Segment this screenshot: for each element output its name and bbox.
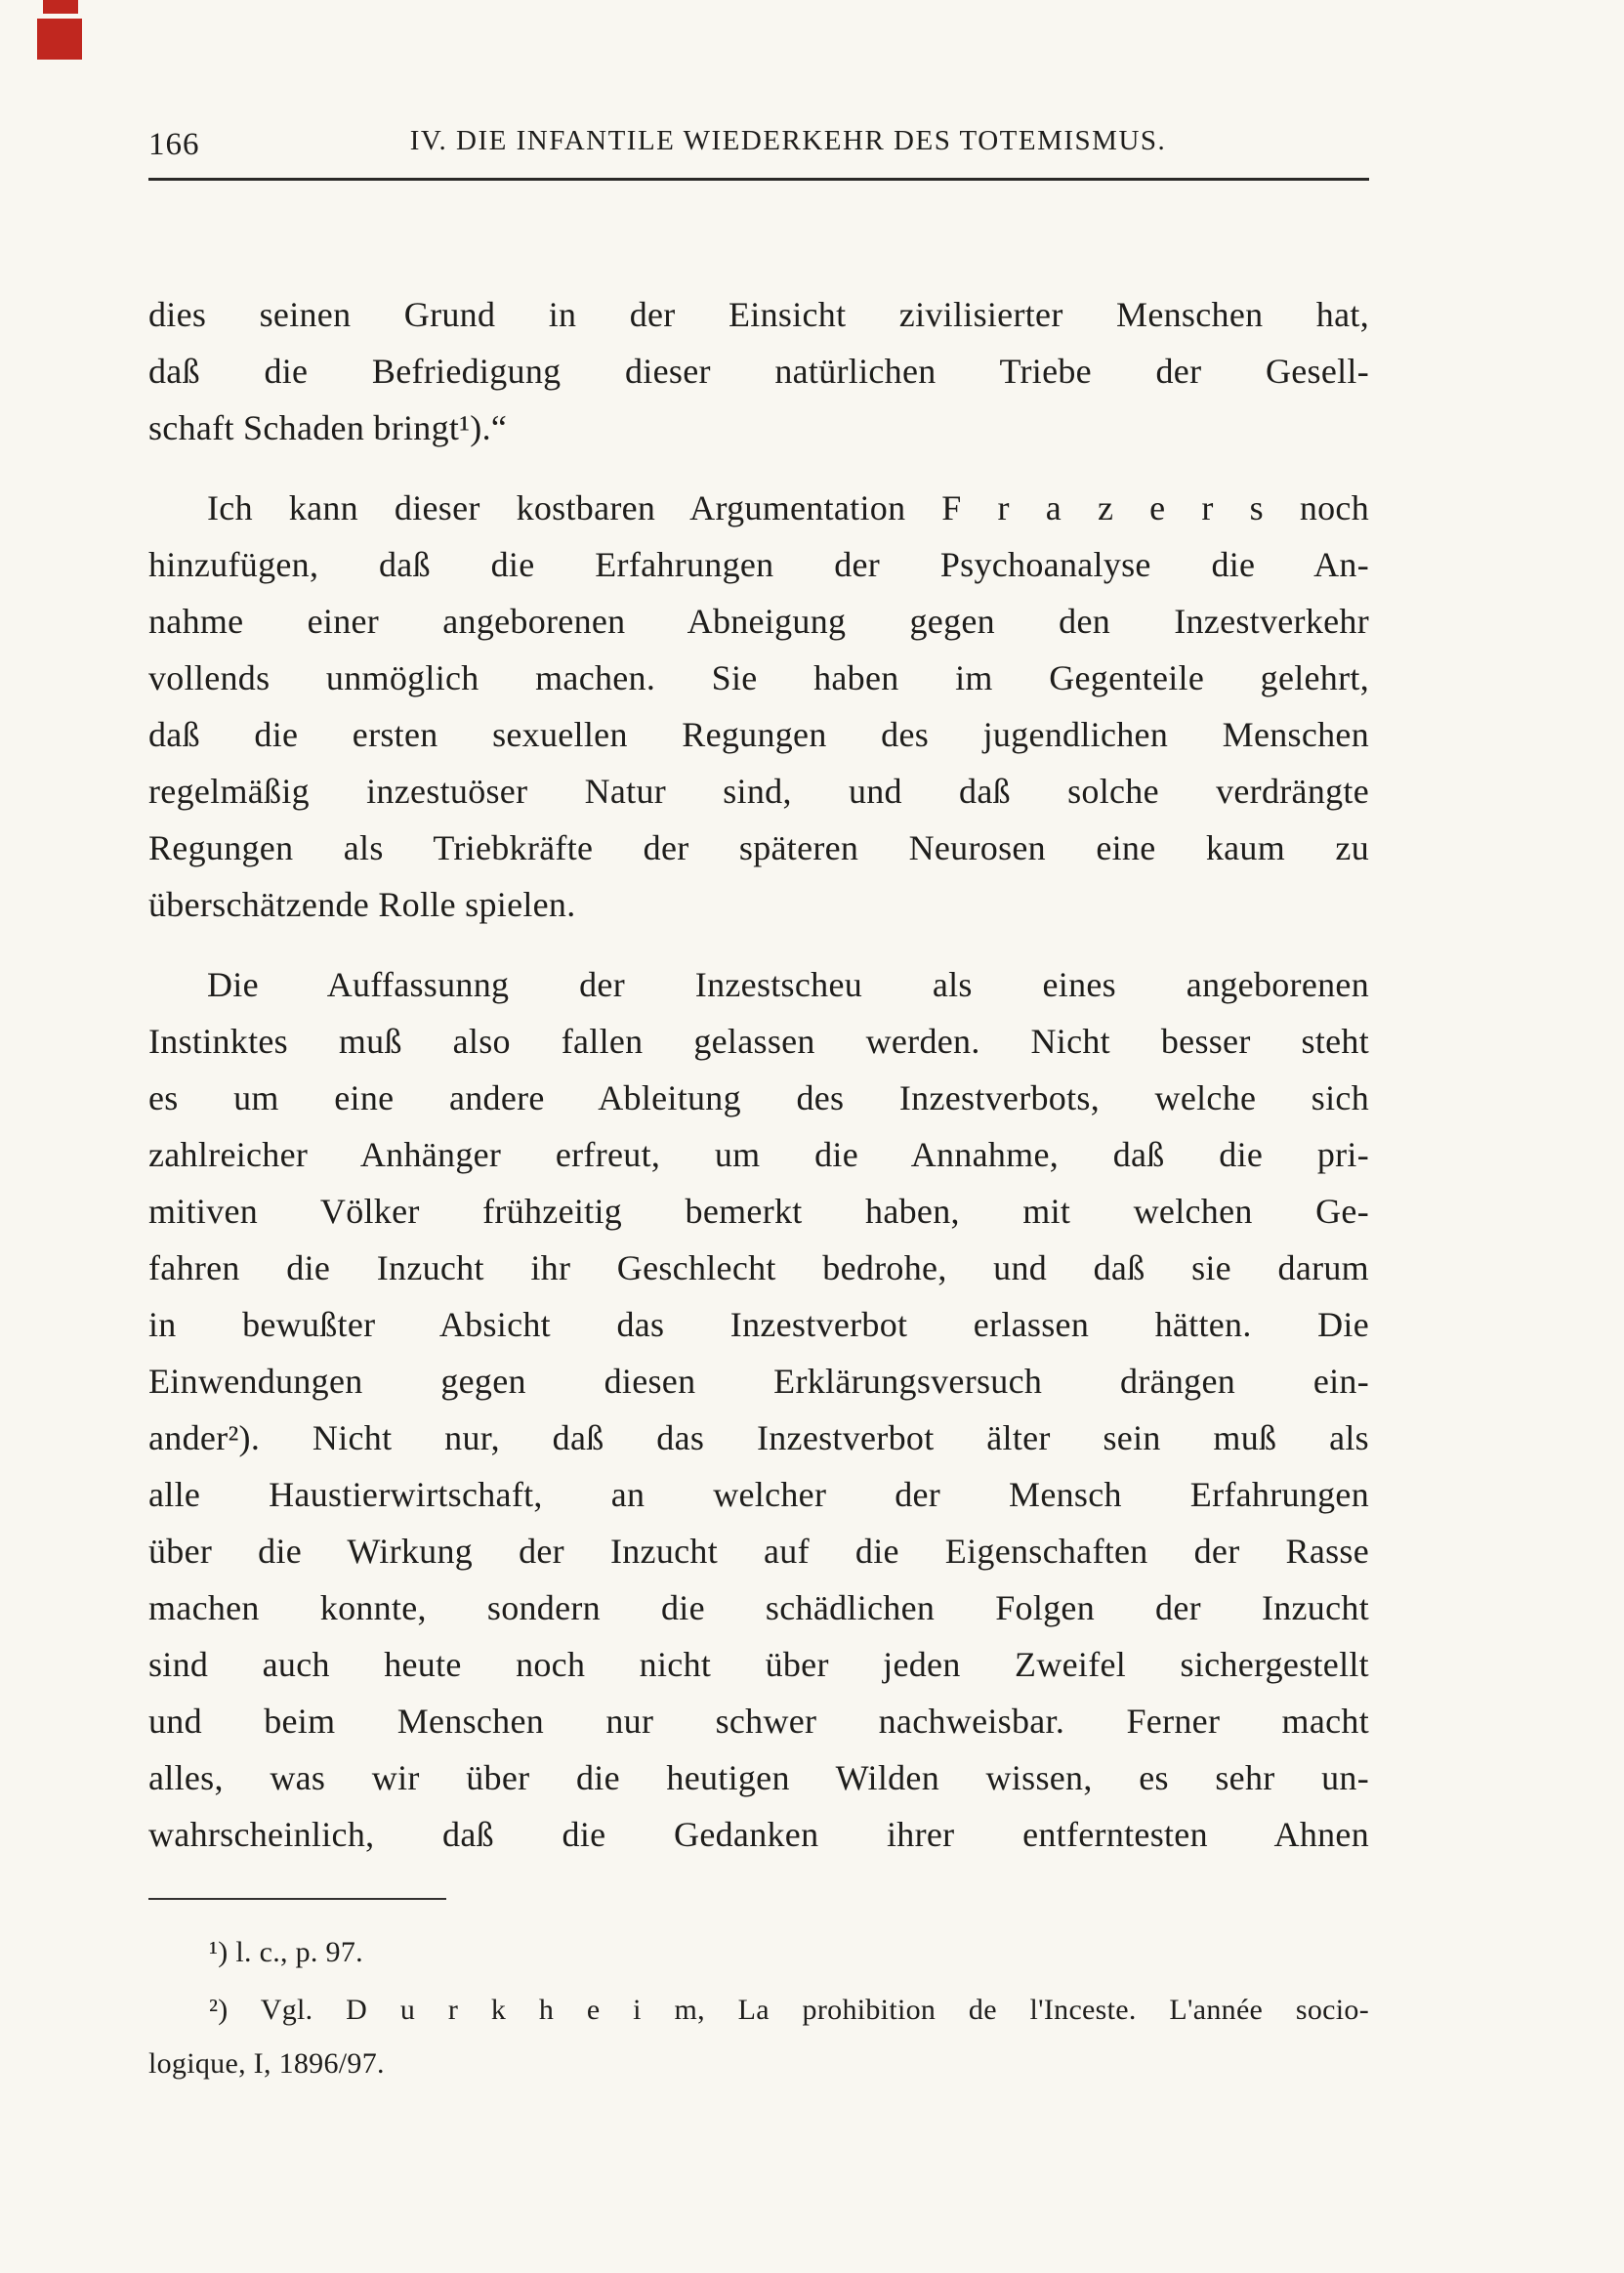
red-bookmark-mark-top [43,0,78,14]
text-line: mitiven Völker frühzeitig bemerkt haben, mit welchen Ge- [148,1192,1369,1231]
footnote-separator-rule [148,1898,446,1900]
text-line: vollends unmöglich machen. Sie haben im Gegenteile gelehrt, [148,658,1369,697]
paragraph [148,956,1369,1863]
text-line: wahrscheinlich, daß die Gedanken ihrer entferntesten Ahnen [148,1815,1369,1854]
paragraph [148,1983,1369,2090]
red-bookmark-mark-bottom [37,19,82,60]
text-line: hinzufügen, daß die Erfahrungen der Psychoanalyse die An- [148,545,1369,584]
body-text [148,286,1369,1863]
text-line: schaft Schaden bringt¹).“ [148,408,508,447]
footnote-line: ¹) l. c., p. 97. [209,1936,363,1968]
text-line: sind auch heute noch nicht über jeden Zweifel sichergestellt [148,1645,1369,1684]
text-line: in bewußter Absicht das Inzestverbot erlassen hätten. Die [148,1305,1369,1344]
text-line: Ich kann dieser kostbaren Argumentation F r a z e r s noch [207,488,1369,527]
text-line: alles, was wir über die heutigen Wilden wissen, es sehr un- [148,1758,1369,1797]
text-line: ander²). Nicht nur, daß das Inzestverbot älter sein muß als [148,1418,1369,1457]
text-line: fahren die Inzucht ihr Geschlecht bedrohe, und daß sie darum [148,1248,1369,1287]
text-line: regelmäßig inzestuöser Natur sind, und daß solche verdrängte [148,772,1369,811]
header-rule [148,178,1369,181]
text-column [148,125,1369,2090]
text-line: Regungen als Triebkräfte der späteren Neurosen eine kaum zu [148,828,1369,867]
text-line: daß die Befriedigung dieser natürlichen Triebe der Gesell- [148,352,1369,391]
paragraph [148,286,1369,456]
text-line: über die Wirkung der Inzucht auf die Eigenschaften der Rasse [148,1532,1369,1571]
paragraph [148,1925,1369,1979]
footnote-line: logique, I, 1896/97. [148,2047,385,2080]
text-line: machen konnte, sondern die schädlichen Folgen der Inzucht [148,1588,1369,1627]
running-header [148,125,1369,166]
text-line: zahlreicher Anhänger erfreut, um die Annahme, daß die pri- [148,1135,1369,1174]
page-number: 166 [148,127,200,162]
text-line: es um eine andere Ableitung des Inzestverbots, welche sich [148,1078,1369,1117]
red-bookmark-ribbon [37,0,86,61]
text-line: alle Haustierwirtschaft, an welcher der Mensch Erfahrungen [148,1475,1369,1514]
text-line: Die Auffassunng der Inzestscheu als eines angeborenen [207,965,1369,1004]
chapter-running-title: IV. DIE INFANTILE WIEDERKEHR DES TOTEMISMUS. [409,125,1167,156]
text-line: Einwendungen gegen diesen Erklärungsversuch drängen ein- [148,1362,1369,1401]
text-line: dies seinen Grund in der Einsicht zivilisierter Menschen hat, [148,295,1369,334]
footnotes [148,1925,1369,2090]
text-line: daß die ersten sexuellen Regungen des jugendlichen Menschen [148,715,1369,754]
text-line: Instinktes muß also fallen gelassen werden. Nicht besser steht [148,1022,1369,1061]
text-line: überschätzende Rolle spielen. [148,885,576,924]
paragraph [148,480,1369,933]
text-line: nahme einer angeborenen Abneigung gegen den Inzestverkehr [148,602,1369,641]
text-line: und beim Menschen nur schwer nachweisbar. Ferner macht [148,1702,1369,1741]
footnote-line: ²) Vgl. D u r k h e i m, La prohibition de l'Inceste. L'année socio- [209,1994,1369,2026]
